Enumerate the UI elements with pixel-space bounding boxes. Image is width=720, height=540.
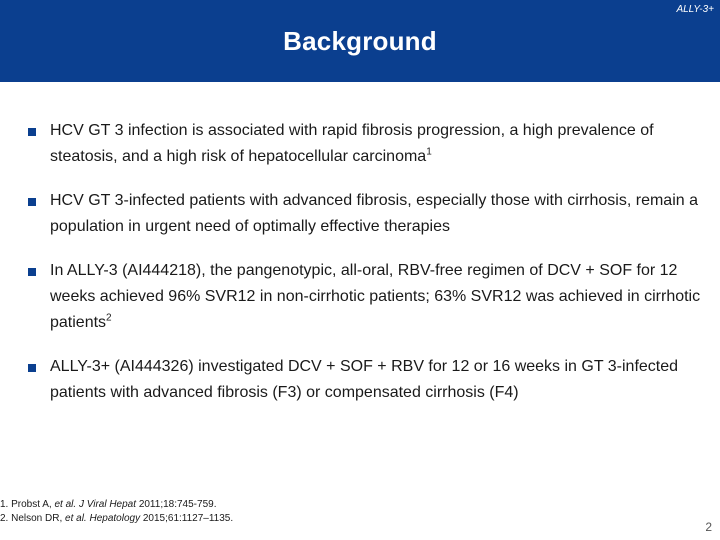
references xyxy=(0,498,233,526)
reference-details: 2015;61:1127–1135. xyxy=(142,513,234,524)
bullet-text: HCV GT 3 infection is associated with rapid fibrosis progression, a high prevalence of steatosis, and a high risk of hepatocellular carcinoma xyxy=(50,122,654,165)
bullet-item xyxy=(24,354,714,406)
bullet-text: ALLY-3+ (AI444326) investigated DCV + SOF + RBV for 12 or 16 weeks in GT 3-infected patients with advanced fibrosis (F3) or compensated cirrhosis (F4) xyxy=(50,358,679,401)
reference-journal: Hepatology xyxy=(89,513,141,524)
citation-superscript: 2 xyxy=(106,312,112,324)
study-tag: ALLY-3+ xyxy=(676,4,714,15)
citation-superscript: 1 xyxy=(426,146,432,158)
square-bullet-icon xyxy=(28,268,36,276)
reference-details: 2011;18:745-759. xyxy=(138,499,217,510)
reference-journal: J Viral Hepat xyxy=(78,499,137,510)
reference-etal: et al. xyxy=(54,499,77,510)
reference-author: 2. Nelson DR, xyxy=(0,513,66,524)
bullet-text: In ALLY-3 (AI444218), the pangenotypic, all-oral, RBV-free regimen of DCV + SOF for 12 weeks achieved 96% SVR12 in non-cirrhotic patients; 63% SVR12 was achieved in cirrhotic patients xyxy=(50,262,701,331)
square-bullet-icon xyxy=(28,128,36,136)
square-bullet-icon xyxy=(28,198,36,206)
bullet-list xyxy=(24,118,714,424)
slide-header xyxy=(0,0,720,82)
reference-etal: et al. xyxy=(65,513,87,524)
reference-author: 1. Probst A, xyxy=(0,499,55,510)
bullet-text: HCV GT 3-infected patients with advanced fibrosis, especially those with cirrhosis, remain a population in urgent need of optimally effective therapies xyxy=(50,192,698,235)
reference-item xyxy=(0,498,233,512)
reference-item xyxy=(0,512,233,526)
slide-title: Background xyxy=(283,26,437,56)
square-bullet-icon xyxy=(28,364,36,372)
bullet-item xyxy=(24,258,714,336)
bullet-item xyxy=(24,188,714,240)
page-number: 2 xyxy=(705,520,712,534)
bullet-item xyxy=(24,118,714,170)
